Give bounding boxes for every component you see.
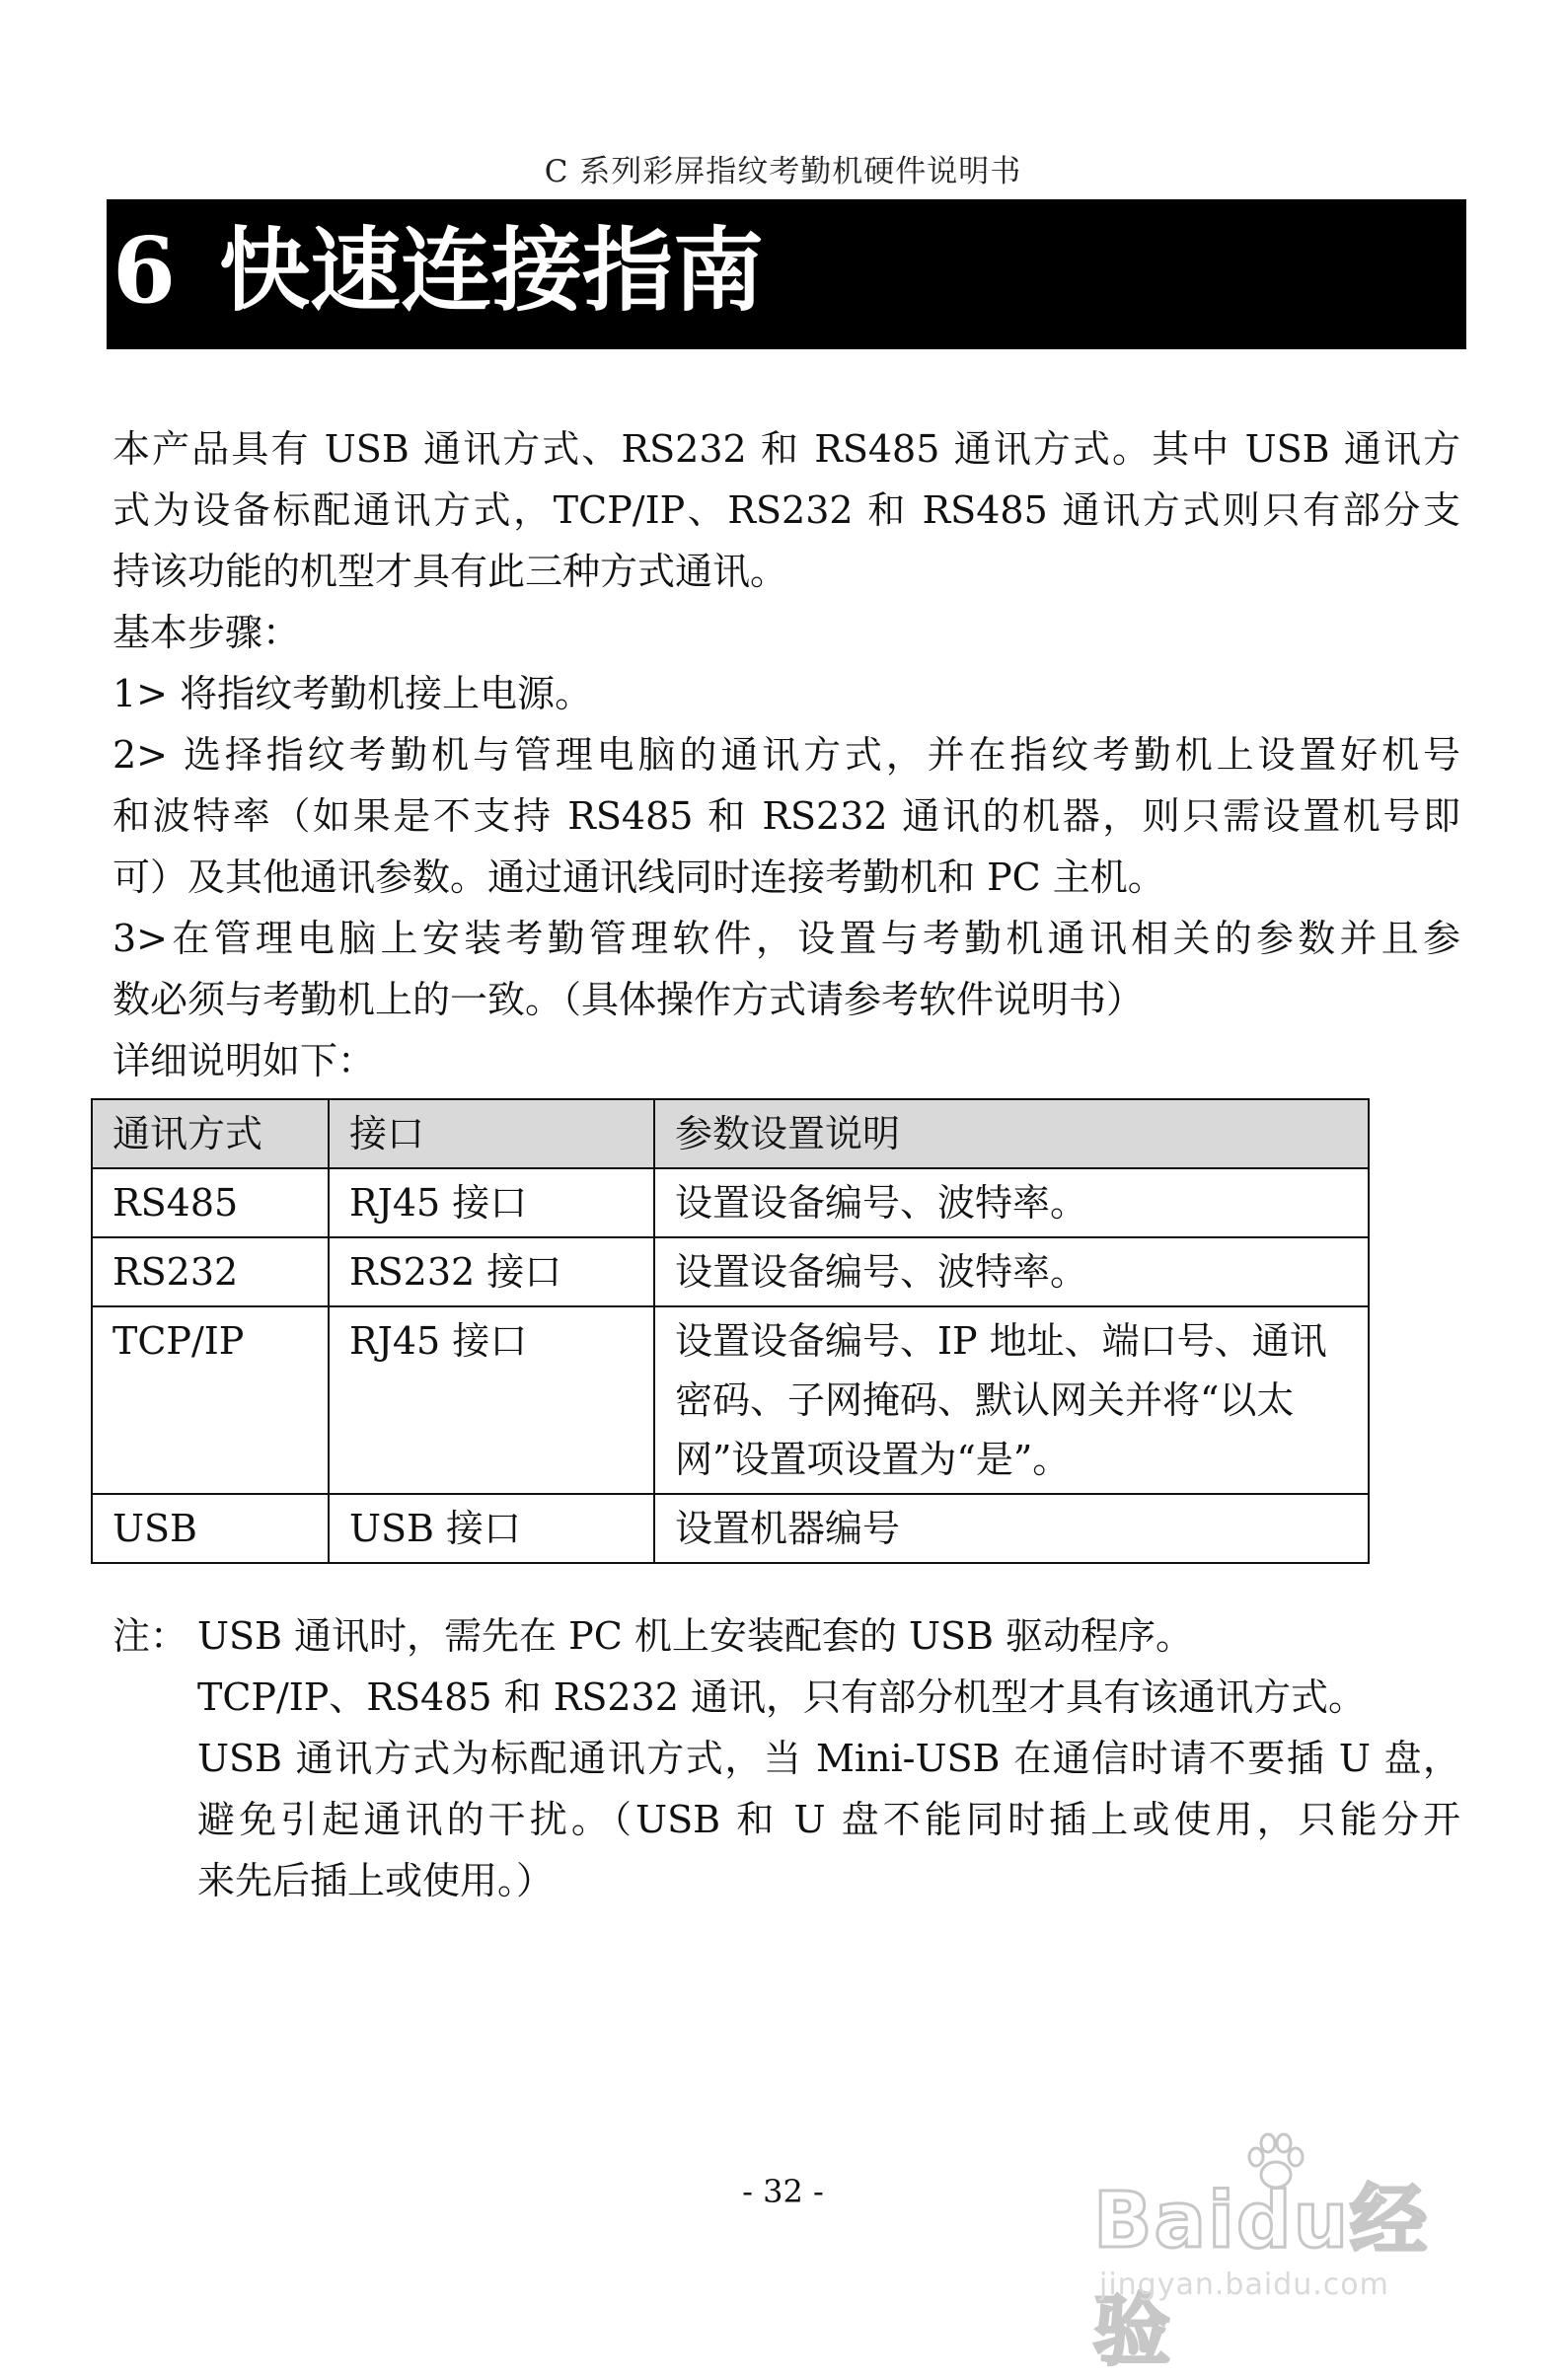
note-line: 来先后插上或使用。） [197,1859,555,1902]
intro-line: 式为设备标配通讯方式，TCP/IP、RS232 和 RS485 通讯方式则只有部分支 [112,488,1460,532]
table-row [92,1237,1369,1306]
cell-port: RJ45 接口 [329,1306,654,1494]
running-header: C 系列彩屏指纹考勤机硬件说明书 [544,154,1022,189]
note-line: 避免引起通讯的干扰。（USB 和 U 盘不能同时插上或使用，只能分开 [197,1798,1460,1841]
watermark-url: jingyan.baidu.com [1099,2268,1389,2302]
cell-desc: 设置设备编号、波特率。 [654,1168,1369,1237]
table-row [92,1494,1369,1563]
page-number: - 32 - [742,2173,824,2210]
note-line: USB 通讯时，需先在 PC 机上安装配套的 USB 驱动程序。 [197,1614,1194,1658]
cell-mode: TCP/IP [92,1306,329,1494]
table-row [92,1306,1369,1494]
step-2-line: 和波特率（如果是不支持 RS485 和 RS232 通讯的机器，则只需设置机号即 [112,794,1460,838]
step-3-line: 3>在管理电脑上安装考勤管理软件，设置与考勤机通讯相关的参数并且参 [112,917,1460,960]
cell-port: USB 接口 [329,1494,654,1563]
step-1: 1> 将指纹考勤机接上电源。 [112,672,593,715]
intro-section [112,418,1460,1091]
cell-mode: RS232 [92,1237,329,1306]
cell-desc: 设置机器编号 [654,1494,1369,1563]
note-label: 注： [112,1614,188,1658]
cell-port: RJ45 接口 [329,1168,654,1237]
steps-heading: 基本步骤： [112,611,301,654]
watermark-logo: Baidu经验 [1093,2177,1430,2376]
chapter-title-text: 快速连接指南 [219,217,765,324]
cell-desc: 设置设备编号、IP 地址、端口号、通讯密码、子网掩码、默认网关并将“以太网”设置项设置为“是”。 [654,1306,1369,1494]
note-line: USB 通讯方式为标配通讯方式，当 Mini-USB 在通信时请不要插 U 盘， [197,1737,1460,1780]
cell-mode: USB [92,1494,329,1563]
step-2-line: 2> 选择指纹考勤机与管理电脑的通讯方式，并在指纹考勤机上设置好机号 [112,733,1460,777]
chapter-title [112,217,764,324]
table-header-row [92,1099,1369,1168]
header-mode: 通讯方式 [92,1099,329,1168]
header-port: 接口 [329,1099,654,1168]
step-3-line: 数必须与考勤机上的一致。（具体操作方式请参考软件说明书） [112,978,1145,1021]
details-heading: 详细说明如下： [112,1039,376,1082]
intro-line: 本产品具有 USB 通讯方式、RS232 和 RS485 通讯方式。其中 USB 通讯方 [112,427,1460,471]
baidu-watermark [1093,2120,1468,2376]
cell-desc: 设置设备编号、波特率。 [654,1237,1369,1306]
chapter-number: 6 [112,217,177,324]
table-row [92,1168,1369,1237]
notes-section [112,1605,1460,1911]
cell-mode: RS485 [92,1168,329,1237]
note-line: TCP/IP、RS485 和 RS232 通讯，只有部分机型才具有该通讯方式。 [197,1675,1366,1719]
header-desc: 参数设置说明 [654,1099,1369,1168]
step-2-line: 可）及其他通讯参数。通过通讯线同时连接考勤机和 PC 主机。 [112,855,1165,899]
comm-parameters-table [91,1098,1370,1564]
cell-port: RS232 接口 [329,1237,654,1306]
intro-line: 持该功能的机型才具有此三种方式通讯。 [112,550,788,593]
chapter-heading-bar [107,199,1466,349]
